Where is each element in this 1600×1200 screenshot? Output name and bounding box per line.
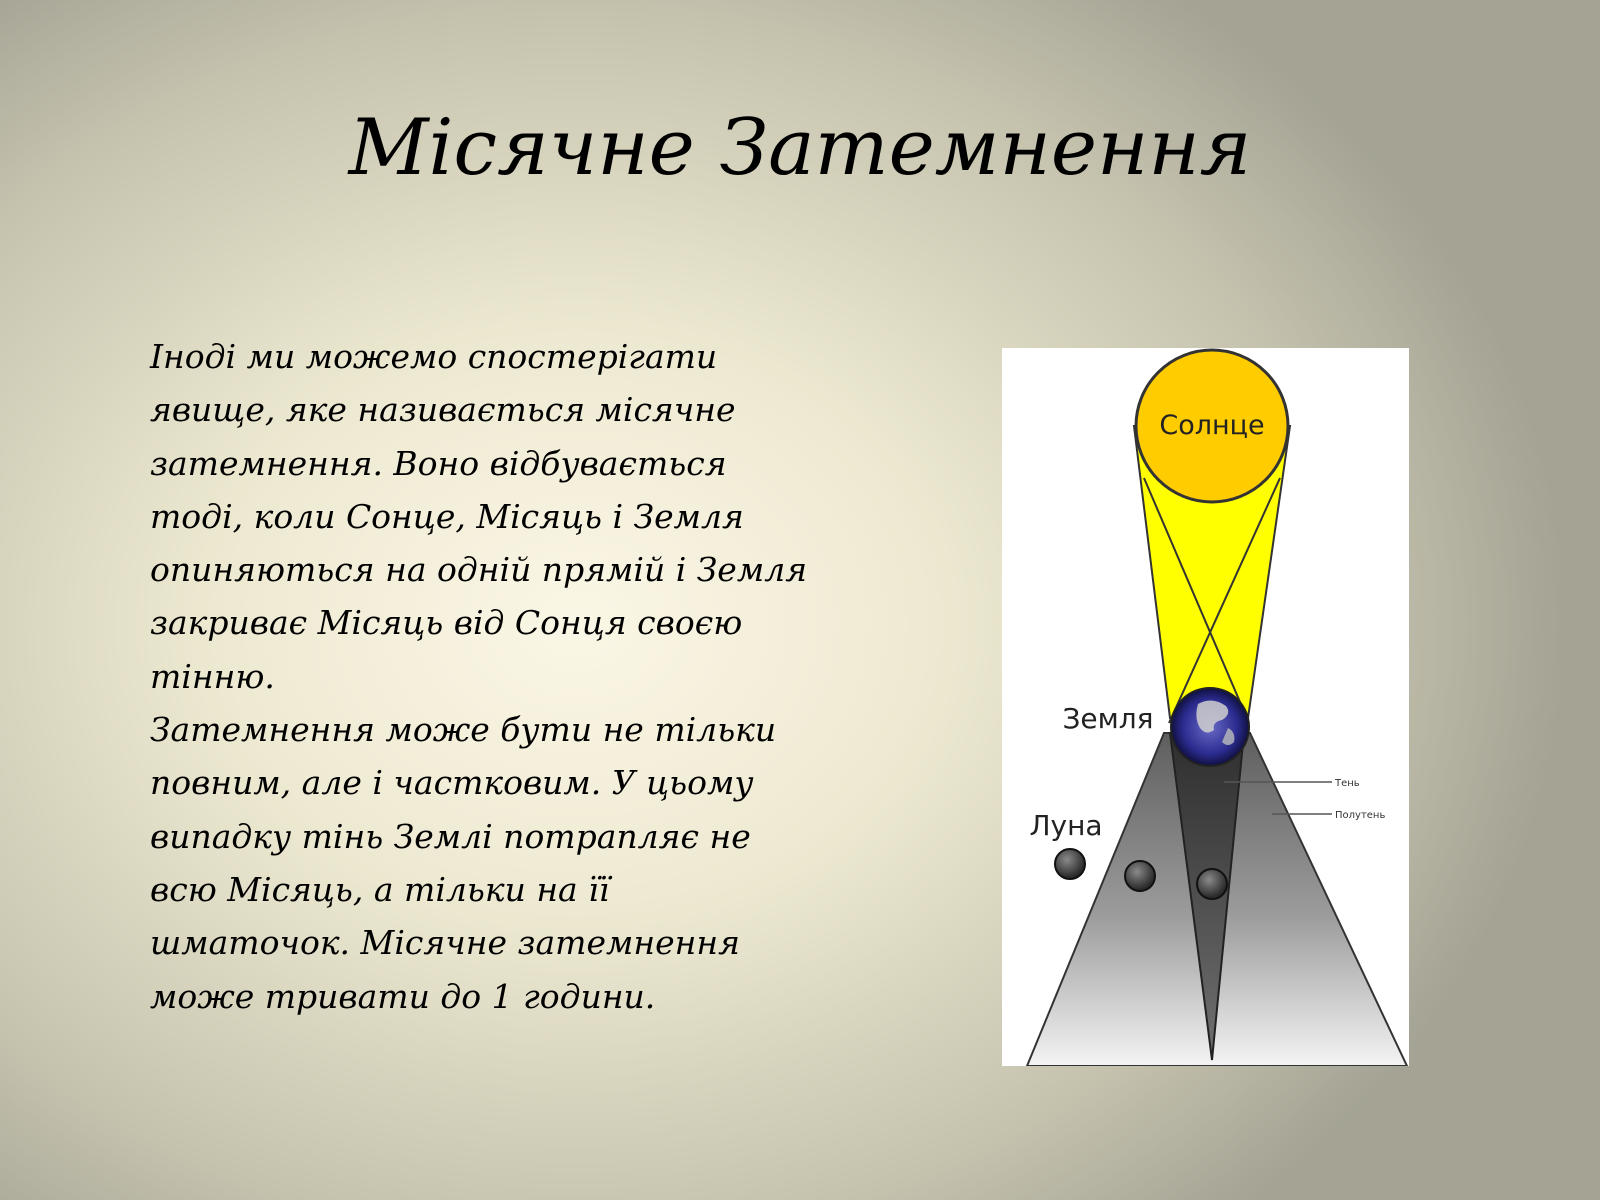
slide-title: Місячне Затемнення [348, 103, 1252, 193]
moon-icon-umbra [1197, 869, 1227, 899]
paragraph-intro: Іноді ми можемо спостерігати явище, яке називається місячне затемнення. Воно відбувається тоді, коли Сонце, Місяць і Земля опиняються на одній прямій і Земля закриває Місяць від Сонця своєю тінню. [150, 337, 808, 696]
body-text [150, 330, 810, 1023]
umbra-label: Тень [1335, 778, 1360, 789]
moon-icon-outside [1055, 849, 1085, 879]
lunar-eclipse-diagram [1002, 348, 1409, 1066]
penumbra-label: Полутень [1335, 810, 1386, 821]
paragraph-partial-eclipse: Затемнення може бути не тільки повним, але і частковим. У цьому випадку тінь Землі потрапляє не всю Місяць, а тільки на її шматочок. Місячне затемнення може тривати до 1 години. [150, 710, 777, 1016]
moon-icon-penumbra [1125, 861, 1155, 891]
sun-label: Солнце [1159, 410, 1265, 441]
earth-label: Земля [1062, 702, 1154, 735]
moon-label: Луна [1029, 809, 1103, 842]
